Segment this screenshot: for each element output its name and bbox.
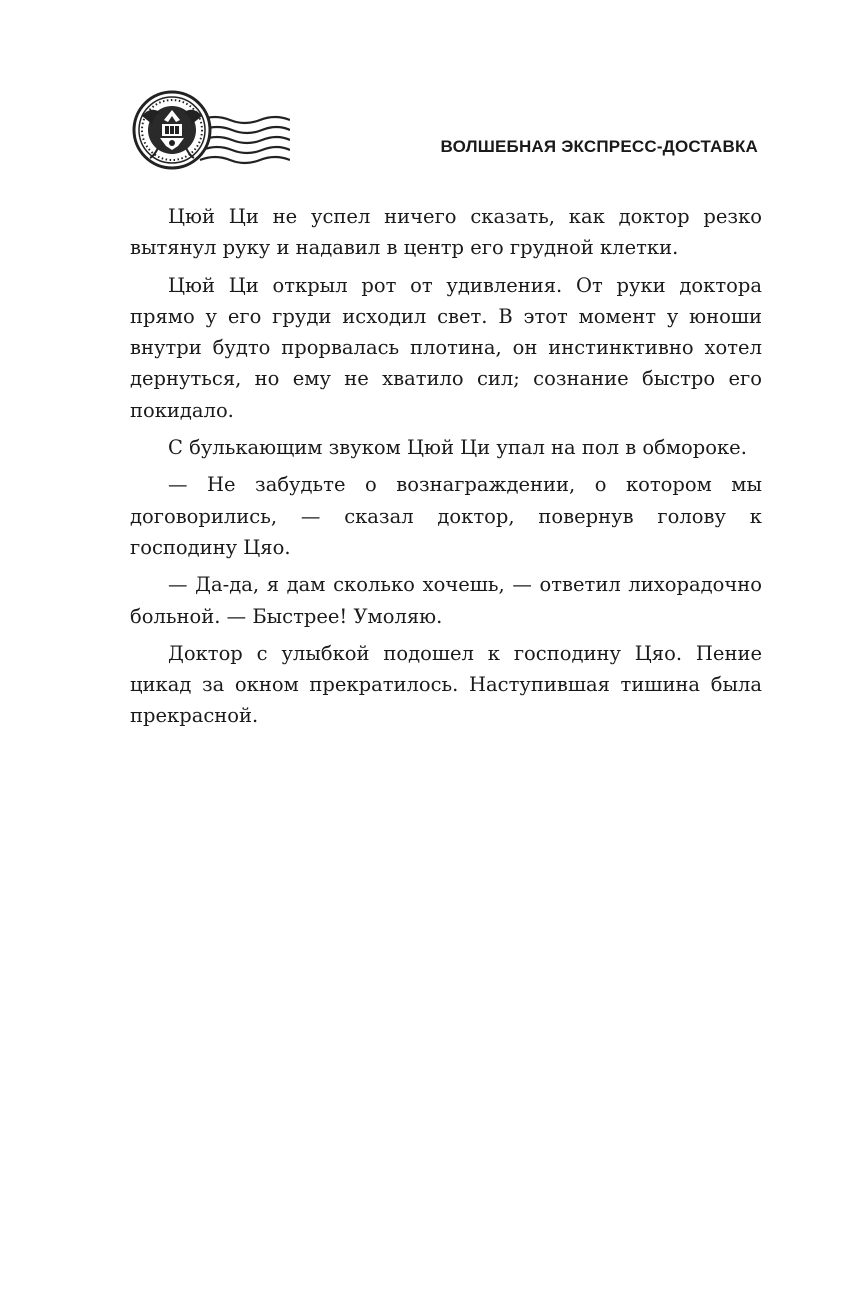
paragraph: — Не забудьте о вознаграждении, о котором мы договорились, — сказал доктор, повернув голову к господину Цяо. <box>130 473 762 559</box>
page-body <box>130 201 762 738</box>
paragraph: Цюй Ци открыл рот от удивления. От руки доктора прямо у его груди исходил свет. В этот момент у юноши внутри будто прорвалась плотина, он инстинктивно хотел дернуться, но ему не хватило сил; сознание быстро его покидало. <box>130 273 762 422</box>
paragraph: С булькающим звуком Цюй Ци упал на пол в обмороке. <box>168 436 747 460</box>
page-header <box>0 0 844 180</box>
running-head-title: ВОЛШЕБНАЯ ЭКСПРЕСС-ДОСТАВКА <box>440 137 758 156</box>
paragraph: Доктор с улыбкой подошел к господину Цяо. Пение цикад за окном прекратилось. Наступившая тишина была прекрасной. <box>130 641 762 728</box>
paragraph: — Да-да, я дам сколько хочешь, — ответил лихорадочно больной. — Быстрее! Умоляю. <box>130 573 762 628</box>
paragraph: Цюй Ци не успел ничего сказать, как доктор резко вытянул руку и надавил в центр его грудной клетки. <box>130 205 762 260</box>
postmark-seal-icon <box>130 86 290 176</box>
